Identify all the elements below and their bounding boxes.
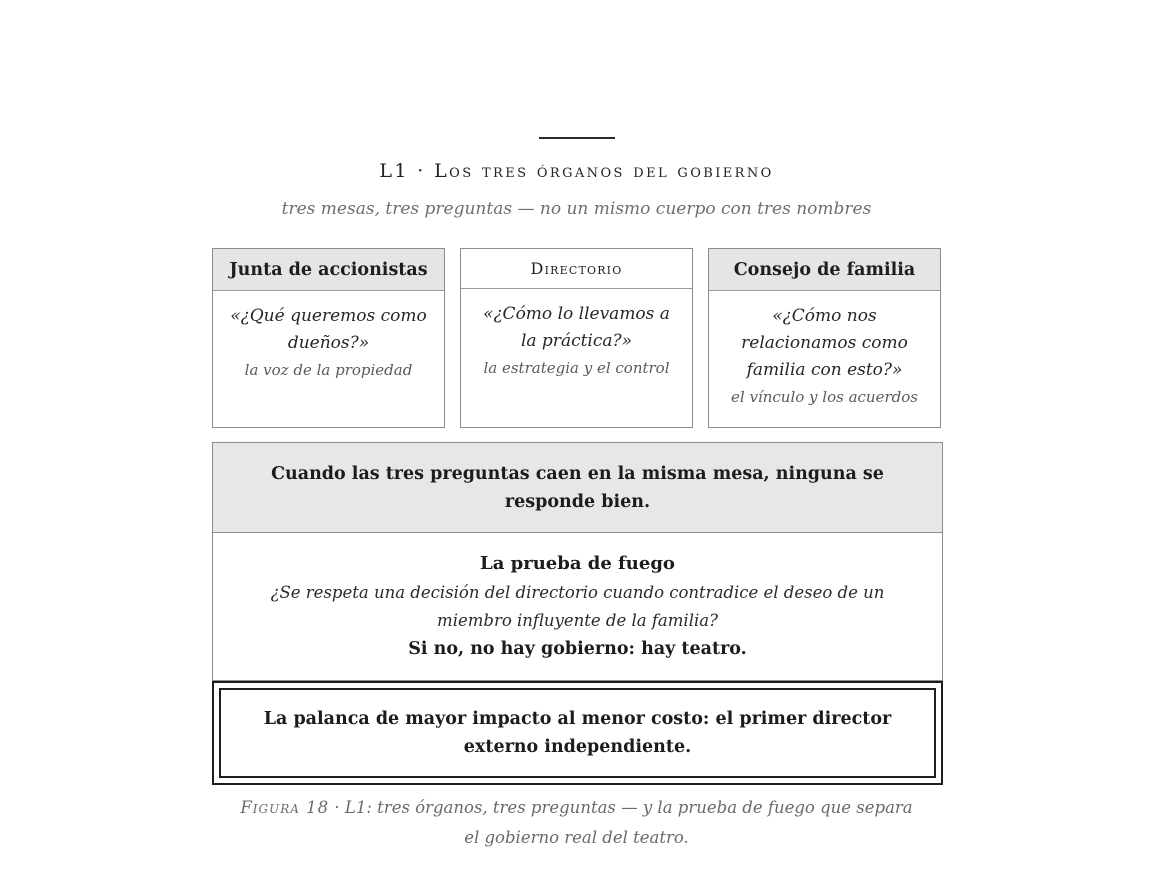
organ-card-junta	[212, 248, 445, 428]
fire-test-title: La prueba de fuego	[480, 553, 675, 574]
fire-test-answer: Si no, no hay gobierno: hay teatro.	[408, 639, 747, 659]
organ-name: Consejo de familia	[709, 249, 940, 291]
warning-box	[212, 442, 943, 532]
organ-note: la estrategia y el control	[483, 359, 670, 377]
caption-text: · L1: tres órganos, tres preguntas — y la prueba de fuego que separa el gobierno real del teatro.	[329, 798, 913, 847]
organ-question: «¿Qué queremos como dueños?»	[230, 306, 427, 353]
organ-question: «¿Cómo lo llevamos a la práctica?»	[483, 304, 670, 351]
lever-inner-frame	[219, 688, 936, 778]
fire-test-question: ¿Se respeta una decisión del directorio cuando contradice el deseo de un miembro influyente de la familia?	[270, 583, 885, 630]
caption-label: Figura 18	[240, 798, 330, 817]
figure-title: L1 · Los tres órganos del gobierno	[379, 160, 774, 182]
organ-name: Directorio	[461, 249, 692, 289]
organ-card-consejo	[708, 248, 941, 428]
organ-card-directorio	[460, 248, 693, 428]
organ-question: «¿Cómo nos relacionamos como familia con esto?»	[741, 306, 908, 380]
lever-text: La palanca de mayor impacto al menor costo: el primer director externo independiente.	[263, 709, 892, 757]
organ-note: el vínculo y los acuerdos	[731, 388, 918, 406]
organ-note: la voz de la propiedad	[244, 361, 413, 379]
organ-name: Junta de accionistas	[213, 249, 444, 291]
title-rule	[539, 137, 615, 139]
fire-test-box	[212, 532, 943, 681]
figure-subtitle: tres mesas, tres preguntas — no un mismo cuerpo con tres nombres	[281, 199, 872, 219]
figure-caption	[240, 793, 913, 853]
warning-text: Cuando las tres preguntas caen en la misma mesa, ninguna se responde bien.	[271, 463, 884, 512]
lever-box	[212, 681, 943, 785]
